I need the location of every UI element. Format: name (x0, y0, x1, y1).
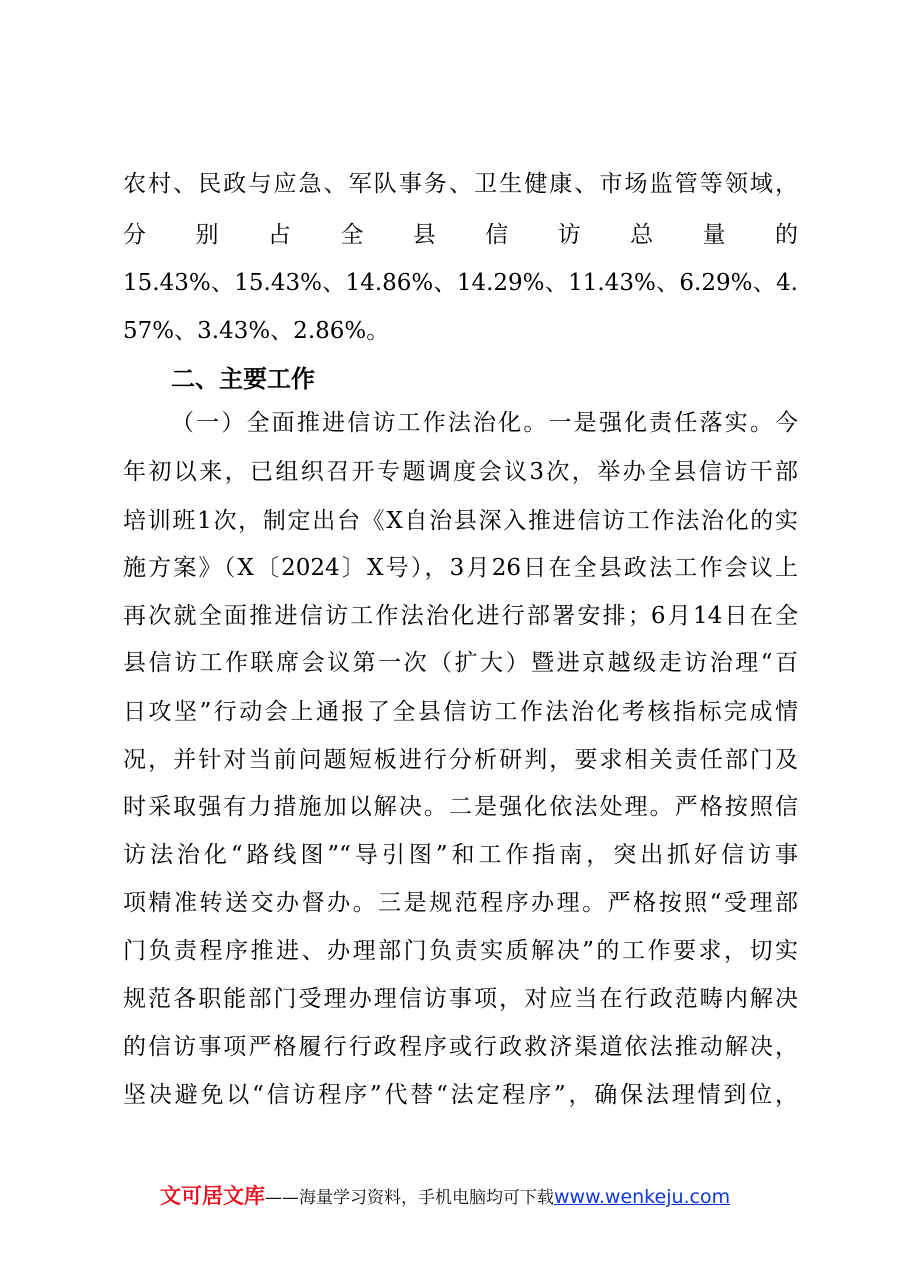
body-text-line: 规范各职能部门受理办理信访事项，对应当在行政范畴内解决 (123, 986, 798, 1012)
body-text-line: 坚决避免以“信访程序”代替“法定程序”，确保法理情到位， (123, 1082, 798, 1108)
body-text-line: 15.43%、15.43%、14.86%、14.29%、11.43%、6.29%、4. (123, 270, 798, 296)
body-text-line: 县信访工作联席会议第一次（扩大）暨进京越级走访治理“百 (123, 650, 798, 676)
body-text-line: 农村、民政与应急、军队事务、卫生健康、市场监管等领域， (123, 171, 798, 197)
body-text-line: 培训班1次，制定出台《X自治县深入推进信访工作法治化的实 (123, 508, 798, 534)
body-text-line: 况，并针对当前问题短板进行分析研判，要求相关责任部门及 (123, 747, 798, 773)
body-text-line: （一）全面推进信访工作法治化。一是强化责任落实。今 (171, 410, 798, 436)
body-text-line: 57%、3.43%、2.86%。 (123, 318, 390, 344)
body-text-line: 项精准转送交办督办。三是规范程序办理。严格按照“受理部 (123, 890, 798, 916)
footer-banner (160, 1183, 760, 1211)
footer-slogan: ——海量学习资料，手机电脑均可下载 (265, 1188, 554, 1208)
body-text-line: 施方案》（X〔2024〕X号），3月26日在全县政法工作会议上 (123, 555, 798, 581)
body-text-line: 的信访事项严格履行行政程序或行政救济渠道依法推动解决， (123, 1034, 798, 1060)
body-text-line: 年初以来，已组织召开专题调度会议3次，举办全县信访干部 (123, 459, 798, 485)
body-text-line: 分 别 占 全 县 信 访 总 量 的 (123, 222, 798, 248)
footer-url-link[interactable]: www.wenkeju.com (554, 1186, 731, 1208)
body-text-line: 访法治化“路线图”“导引图”和工作指南，突出抓好信访事 (123, 842, 798, 868)
body-text-line: 再次就全面推进信访工作法治化进行部署安排；6月14日在全 (123, 603, 798, 629)
footer-brand: 文可居文库 (160, 1184, 265, 1208)
body-text-line: 门负责程序推进、办理部门负责实质解决”的工作要求，切实 (123, 938, 798, 964)
section-heading: 二、主要工作 (171, 365, 315, 393)
body-text-line: 日攻坚”行动会上通报了全县信访工作法治化考核指标完成情 (123, 699, 798, 725)
body-text-line: 时采取强有力措施加以解决。二是强化依法处理。严格按照信 (123, 794, 798, 820)
